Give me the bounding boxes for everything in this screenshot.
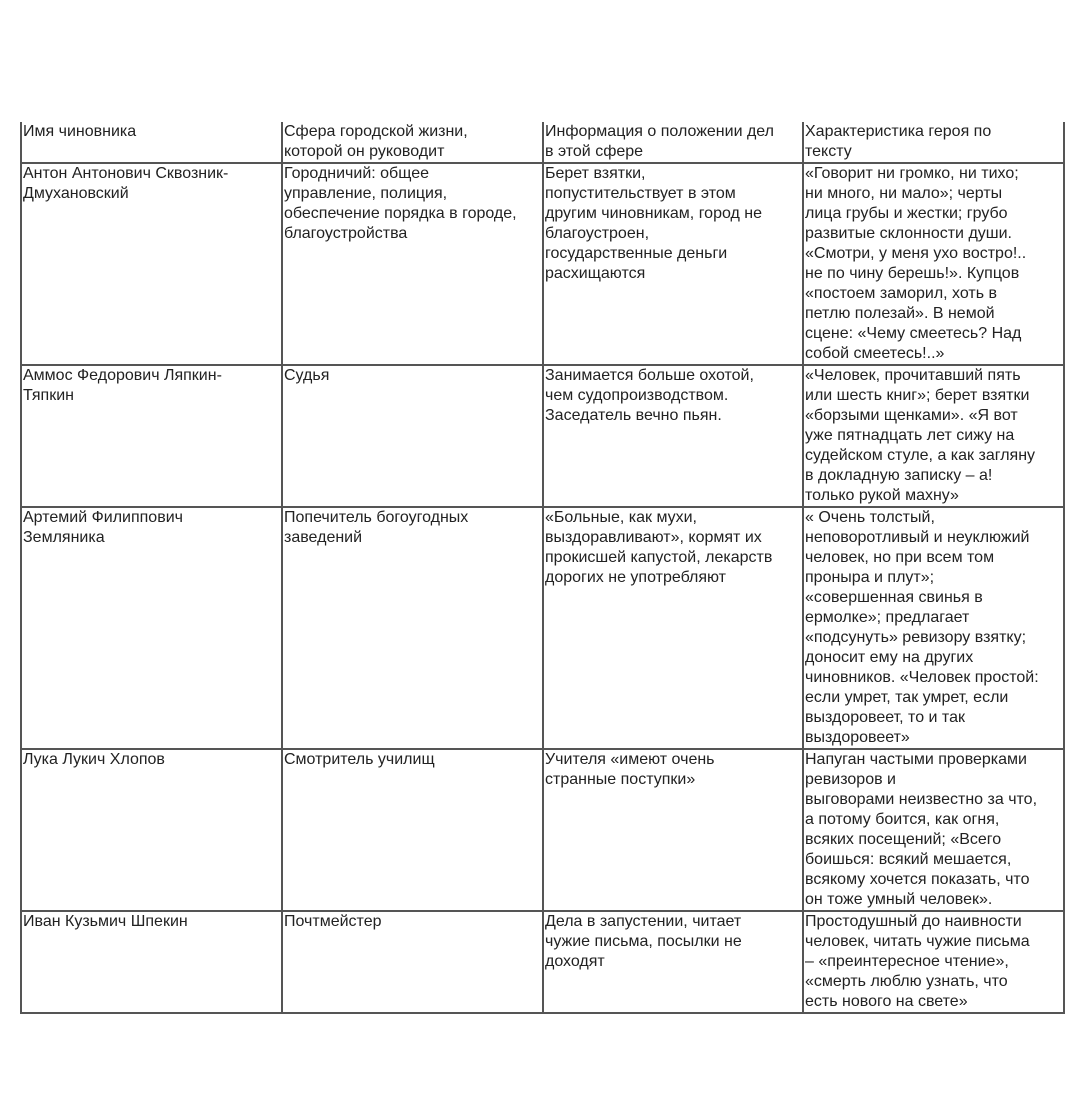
cell-text-line: в докладную записку – а! bbox=[805, 467, 993, 484]
cell-text-line: «постоем заморил, хоть в bbox=[805, 285, 998, 302]
cell-text-line: заведений bbox=[284, 529, 363, 546]
cell-text-line: человек, читать чужие письма bbox=[805, 933, 1030, 950]
cell-state-of-affairs bbox=[543, 163, 803, 365]
cell-text-line: уже пятнадцать лет сижу на bbox=[805, 427, 1015, 444]
table-row bbox=[21, 163, 1064, 365]
cell-text-line: «Больные, как мухи, bbox=[545, 509, 697, 526]
header-cell-official-name bbox=[21, 122, 282, 163]
cell-text-line: – «преинтересное чтение», bbox=[805, 953, 1009, 970]
cell-text-line: есть нового на свете» bbox=[805, 993, 968, 1010]
cell-text-line: « Очень толстый, bbox=[805, 509, 935, 526]
cell-text-line: «Человек, прочитавший пять bbox=[805, 367, 1021, 384]
table-header-row bbox=[21, 122, 1064, 163]
cell-city-sphere bbox=[282, 365, 543, 507]
cell-text-line: Антон Антонович Сквозник- bbox=[23, 165, 229, 182]
cell-text-line: чужие письма, посылки не bbox=[545, 933, 742, 950]
cell-character-description bbox=[803, 507, 1064, 749]
cell-text-line: человек, но при всем том bbox=[805, 549, 995, 566]
cell-text-line: он тоже умный человек». bbox=[805, 891, 993, 908]
cell-text-line: Артемий Филиппович bbox=[23, 509, 183, 526]
cell-text-line: чем судопроизводством. bbox=[545, 387, 729, 404]
cell-text-line: развитые склонности души. bbox=[805, 225, 1012, 242]
cell-text-line: Напуган частыми проверками bbox=[805, 751, 1027, 768]
cell-text-line: Тяпкин bbox=[23, 387, 74, 404]
cell-text-line: доносит ему на других bbox=[805, 649, 974, 666]
table-body bbox=[21, 122, 1064, 1013]
cell-text-line: ермолке»; предлагает bbox=[805, 609, 970, 626]
cell-text-line: в этой сфере bbox=[545, 143, 644, 160]
cell-text-line: а потому боится, как огня, bbox=[805, 811, 1000, 828]
cell-text-line: выздоравливают», кормят их bbox=[545, 529, 762, 546]
cell-text-line: всякому хочется показать, что bbox=[805, 871, 1030, 888]
cell-text-line: собой смеетесь!..» bbox=[805, 345, 945, 362]
cell-text-line: сцене: «Чему смеетесь? Над bbox=[805, 325, 1022, 342]
cell-text-line: выздоровеет, то и так bbox=[805, 709, 965, 726]
cell-official-name bbox=[21, 749, 282, 911]
table-row bbox=[21, 911, 1064, 1013]
cell-text-line: Берет взятки, bbox=[545, 165, 646, 182]
cell-state-of-affairs bbox=[543, 365, 803, 507]
cell-text-line: благоустроен, bbox=[545, 225, 650, 242]
cell-state-of-affairs bbox=[543, 507, 803, 749]
cell-state-of-affairs bbox=[543, 911, 803, 1013]
cell-text-line: другим чиновникам, город не bbox=[545, 205, 763, 222]
cell-text-line: которой он руководит bbox=[284, 143, 445, 160]
cell-text-line: Аммос Федорович Ляпкин- bbox=[23, 367, 222, 384]
cell-text-line: боишься: всякий мешается, bbox=[805, 851, 1012, 868]
cell-text-line: дорогих не употребляют bbox=[545, 569, 727, 586]
header-cell-character-description bbox=[803, 122, 1064, 163]
cell-city-sphere bbox=[282, 163, 543, 365]
cell-text-line: Сфера городской жизни, bbox=[284, 123, 468, 140]
cell-text-line: Лука Лукич Хлопов bbox=[23, 751, 165, 768]
cell-city-sphere bbox=[282, 911, 543, 1013]
cell-text-line: или шесть книг»; берет взятки bbox=[805, 387, 1030, 404]
cell-text-line: проныра и плут»; bbox=[805, 569, 935, 586]
cell-official-name bbox=[21, 365, 282, 507]
cell-text-line: Занимается больше охотой, bbox=[545, 367, 754, 384]
cell-text-line: прокисшей капустой, лекарств bbox=[545, 549, 773, 566]
cell-text-line: неповоротливый и неуклюжий bbox=[805, 529, 1030, 546]
cell-text-line: Земляника bbox=[23, 529, 105, 546]
cell-text-line: «Говорит ни громко, ни тихо; bbox=[805, 165, 1019, 182]
cell-text-line: Попечитель богоугодных bbox=[284, 509, 469, 526]
cell-text-line: если умрет, так умрет, если bbox=[805, 689, 1009, 706]
cell-text-line: «совершенная свинья в bbox=[805, 589, 983, 606]
cell-text-line: Смотритель училищ bbox=[284, 751, 435, 768]
cell-text-line: Заседатель вечно пьян. bbox=[545, 407, 722, 424]
table-row bbox=[21, 507, 1064, 749]
cell-text-line: лица грубы и жестки; грубо bbox=[805, 205, 1008, 222]
cell-text-line: выговорами неизвестно за что, bbox=[805, 791, 1038, 808]
cell-text-line: Почтмейстер bbox=[284, 913, 382, 930]
cell-text-line: доходят bbox=[545, 953, 605, 970]
cell-text-line: Простодушный до наивности bbox=[805, 913, 1022, 930]
cell-text-line: Информация о положении дел bbox=[545, 123, 774, 140]
cell-official-name bbox=[21, 507, 282, 749]
cell-text-line: чиновников. «Человек простой: bbox=[805, 669, 1039, 686]
cell-text-line: благоустройства bbox=[284, 225, 408, 242]
cell-text-line: Городничий: общее bbox=[284, 165, 429, 182]
table-row bbox=[21, 749, 1064, 911]
cell-text-line: Судья bbox=[284, 367, 330, 384]
table-row bbox=[21, 365, 1064, 507]
cell-text-line: выздоровеет» bbox=[805, 729, 910, 746]
cell-text-line: «подсунуть» ревизору взятку; bbox=[805, 629, 1027, 646]
cell-text-line: Дмухановский bbox=[23, 185, 129, 202]
cell-text-line: Учителя «имеют очень bbox=[545, 751, 715, 768]
header-cell-city-sphere bbox=[282, 122, 543, 163]
cell-text-line: Дела в запустении, читает bbox=[545, 913, 742, 930]
officials-table bbox=[20, 122, 1065, 1014]
cell-text-line: обеспечение порядка в городе, bbox=[284, 205, 517, 222]
cell-text-line: государственные деньги bbox=[545, 245, 728, 262]
cell-character-description bbox=[803, 749, 1064, 911]
cell-text-line: всяких посещений; «Всего bbox=[805, 831, 1002, 848]
cell-text-line: не по чину берешь!». Купцов bbox=[805, 265, 1020, 282]
cell-text-line: «смерть люблю узнать, что bbox=[805, 973, 1008, 990]
cell-text-line: управление, полиция, bbox=[284, 185, 448, 202]
cell-text-line: Иван Кузьмич Шпекин bbox=[23, 913, 188, 930]
cell-text-line: Имя чиновника bbox=[23, 123, 137, 140]
cell-city-sphere bbox=[282, 749, 543, 911]
cell-city-sphere bbox=[282, 507, 543, 749]
cell-official-name bbox=[21, 911, 282, 1013]
cell-text-line: расхищаются bbox=[545, 265, 646, 282]
header-cell-state-of-affairs bbox=[543, 122, 803, 163]
cell-text-line: странные поступки» bbox=[545, 771, 696, 788]
cell-character-description bbox=[803, 911, 1064, 1013]
cell-text-line: «Смотри, у меня ухо востро!.. bbox=[805, 245, 1027, 262]
cell-state-of-affairs bbox=[543, 749, 803, 911]
cell-text-line: ревизоров и bbox=[805, 771, 896, 788]
cell-text-line: «борзыми щенками». «Я вот bbox=[805, 407, 1018, 424]
cell-text-line: ни много, ни мало»; черты bbox=[805, 185, 1003, 202]
cell-character-description bbox=[803, 163, 1064, 365]
cell-official-name bbox=[21, 163, 282, 365]
cell-text-line: только рукой махну» bbox=[805, 487, 959, 504]
cell-text-line: судейском стуле, а как загляну bbox=[805, 447, 1036, 464]
cell-text-line: попустительствует в этом bbox=[545, 185, 736, 202]
cell-character-description bbox=[803, 365, 1064, 507]
cell-text-line: петлю полезай». В немой bbox=[805, 305, 995, 322]
cell-text-line: тексту bbox=[805, 143, 852, 160]
cell-text-line: Характеристика героя по bbox=[805, 123, 992, 140]
